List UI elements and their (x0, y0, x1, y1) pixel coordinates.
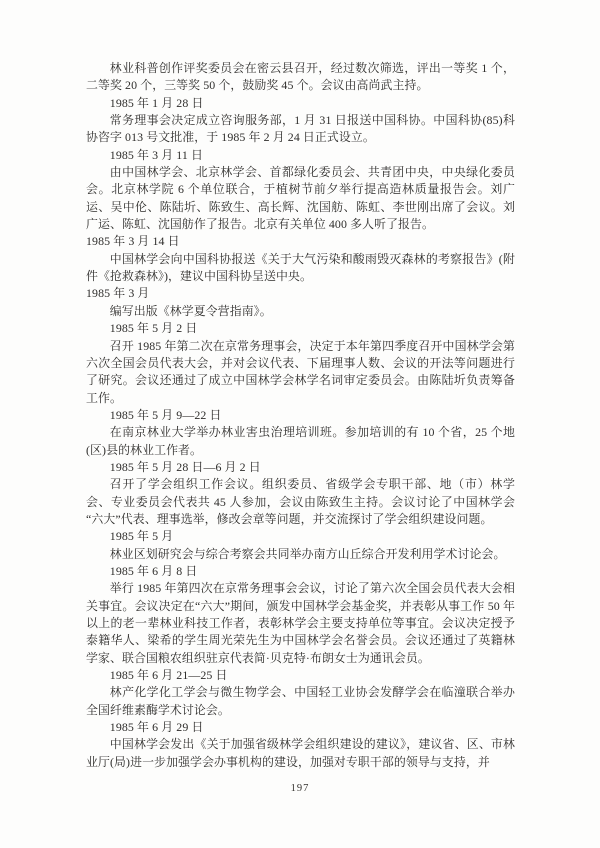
entry-body: 召开 1985 年第二次在京常务理事会，决定于本年第四季度召开中国林学会第六次全国会员代表大会，并对会议代表、下届理事人数、会议的开法等问题进行了研究。会议还通过了成立中国林学会林学名词审定委员会。由陈陆圻负责筹备工作。 (86, 338, 515, 405)
entry-date: 1985 年 5 月 2 日 (109, 321, 198, 336)
entry-date: 1985 年 6 月 29 日 (109, 720, 204, 735)
entry-date: 1985 年 1 月 28 日 (109, 95, 204, 110)
entry-date: 1985 年 5 月 28 日—6 月 2 日 (109, 459, 261, 474)
entry-body: 林业区划研究会与综合考察会共同举办南方山丘综合开发利用学术讨论会。 (109, 546, 506, 561)
chronicle-text-block (86, 60, 515, 771)
entry-date: 1985 年 6 月 8 日 (109, 563, 198, 578)
entry-body: 在南京林业大学举办林业害虫治理培训班。参加培训的有 10 个省，25 个地(区)县的林业工作者。 (86, 425, 515, 457)
entry-date: 1985 年 3 月 (86, 286, 150, 301)
entry-body: 举行 1985 年第四次在京常务理事会会议，讨论了第六次全国会员代表大会相关事宜。会议决定在“六大”期间，颁发中国林学会基金奖，并表彰从事工作 50 年以上的老一辈林业科技工作者，表彰林学会主要支持单位等事宜。会议决定授予泰籍华人、梁希的学生周光荣先生为中国林学会名誉会员。会议还通过了英籍林学家、联合国粮农组织驻京代表简·贝克特·布朗女士为通讯会员。 (86, 581, 515, 665)
entry-body: 林业科普创作评奖委员会在密云县召开，经过数次筛选，评出一等奖 1 个，二等奖 20 个，三等奖 50 个，鼓励奖 45 个。会议由高尚武主持。 (86, 61, 515, 93)
entry-body: 召开了学会组织工作会议。组织委员、省级学会专职干部、地（市）林学会、专业委员会代表共 45 人参加，会议由陈致生主持。会议讨论了中国林学会“六大”代表、理事选举，修改会章等问题，并交流探讨了学会组织建设问题。 (86, 477, 515, 526)
entry-body: 常务理事会决定成立咨询服务部，1 月 31 日报送中国科协。中国科协(85)科协咨字 013 号文批准，于 1985 年 2 月 24 日正式设立。 (86, 113, 515, 145)
page-number: 197 (290, 783, 310, 794)
entry-date: 1985 年 5 月 9—22 日 (109, 407, 222, 422)
entry-date: 1985 年 3 月 11 日 (109, 147, 204, 162)
entry-body: 中国林学会向中国科协报送《关于大气污染和酸雨毁灭森林的考察报告》(附件《抢救森林》)，建议中国科协呈送中央。 (86, 251, 515, 284)
entry-body: 中国林学会发出《关于加强省级林学会组织建设的建议》，建议省、区、市林业厅(局)进一步加强学会办事机构的建设，加强对专职干部的领导与支持，并 (86, 737, 515, 769)
entry-date: 1985 年 6 月 21—25 日 (109, 668, 228, 683)
entry-body: 由中国林学会、北京林学会、首都绿化委员会、共青团中央，中央绿化委员会。北京林学院 6 个单位联合，于植树节前夕举行提高造林质量报告会。刘广运、吴中伦、陈陆圻、陈致生、高长辉、沈国舫、陈虹、李世刚出席了会议。刘广运、陈虹、沈国舫作了报告。北京有关单位 400 多人听了报告。 (86, 165, 515, 232)
entry-body: 编写出版《林学夏令营指南》。 (109, 303, 272, 318)
entry-date: 1985 年 3 月 14 日 (86, 234, 180, 249)
entry-date: 1985 年 5 月 (109, 529, 174, 544)
entry-body: 林产化学化工学会与微生物学会、中国轻工业协会发酵学会在临潼联合举办全国纤维素酶学术讨论会。 (86, 685, 515, 717)
